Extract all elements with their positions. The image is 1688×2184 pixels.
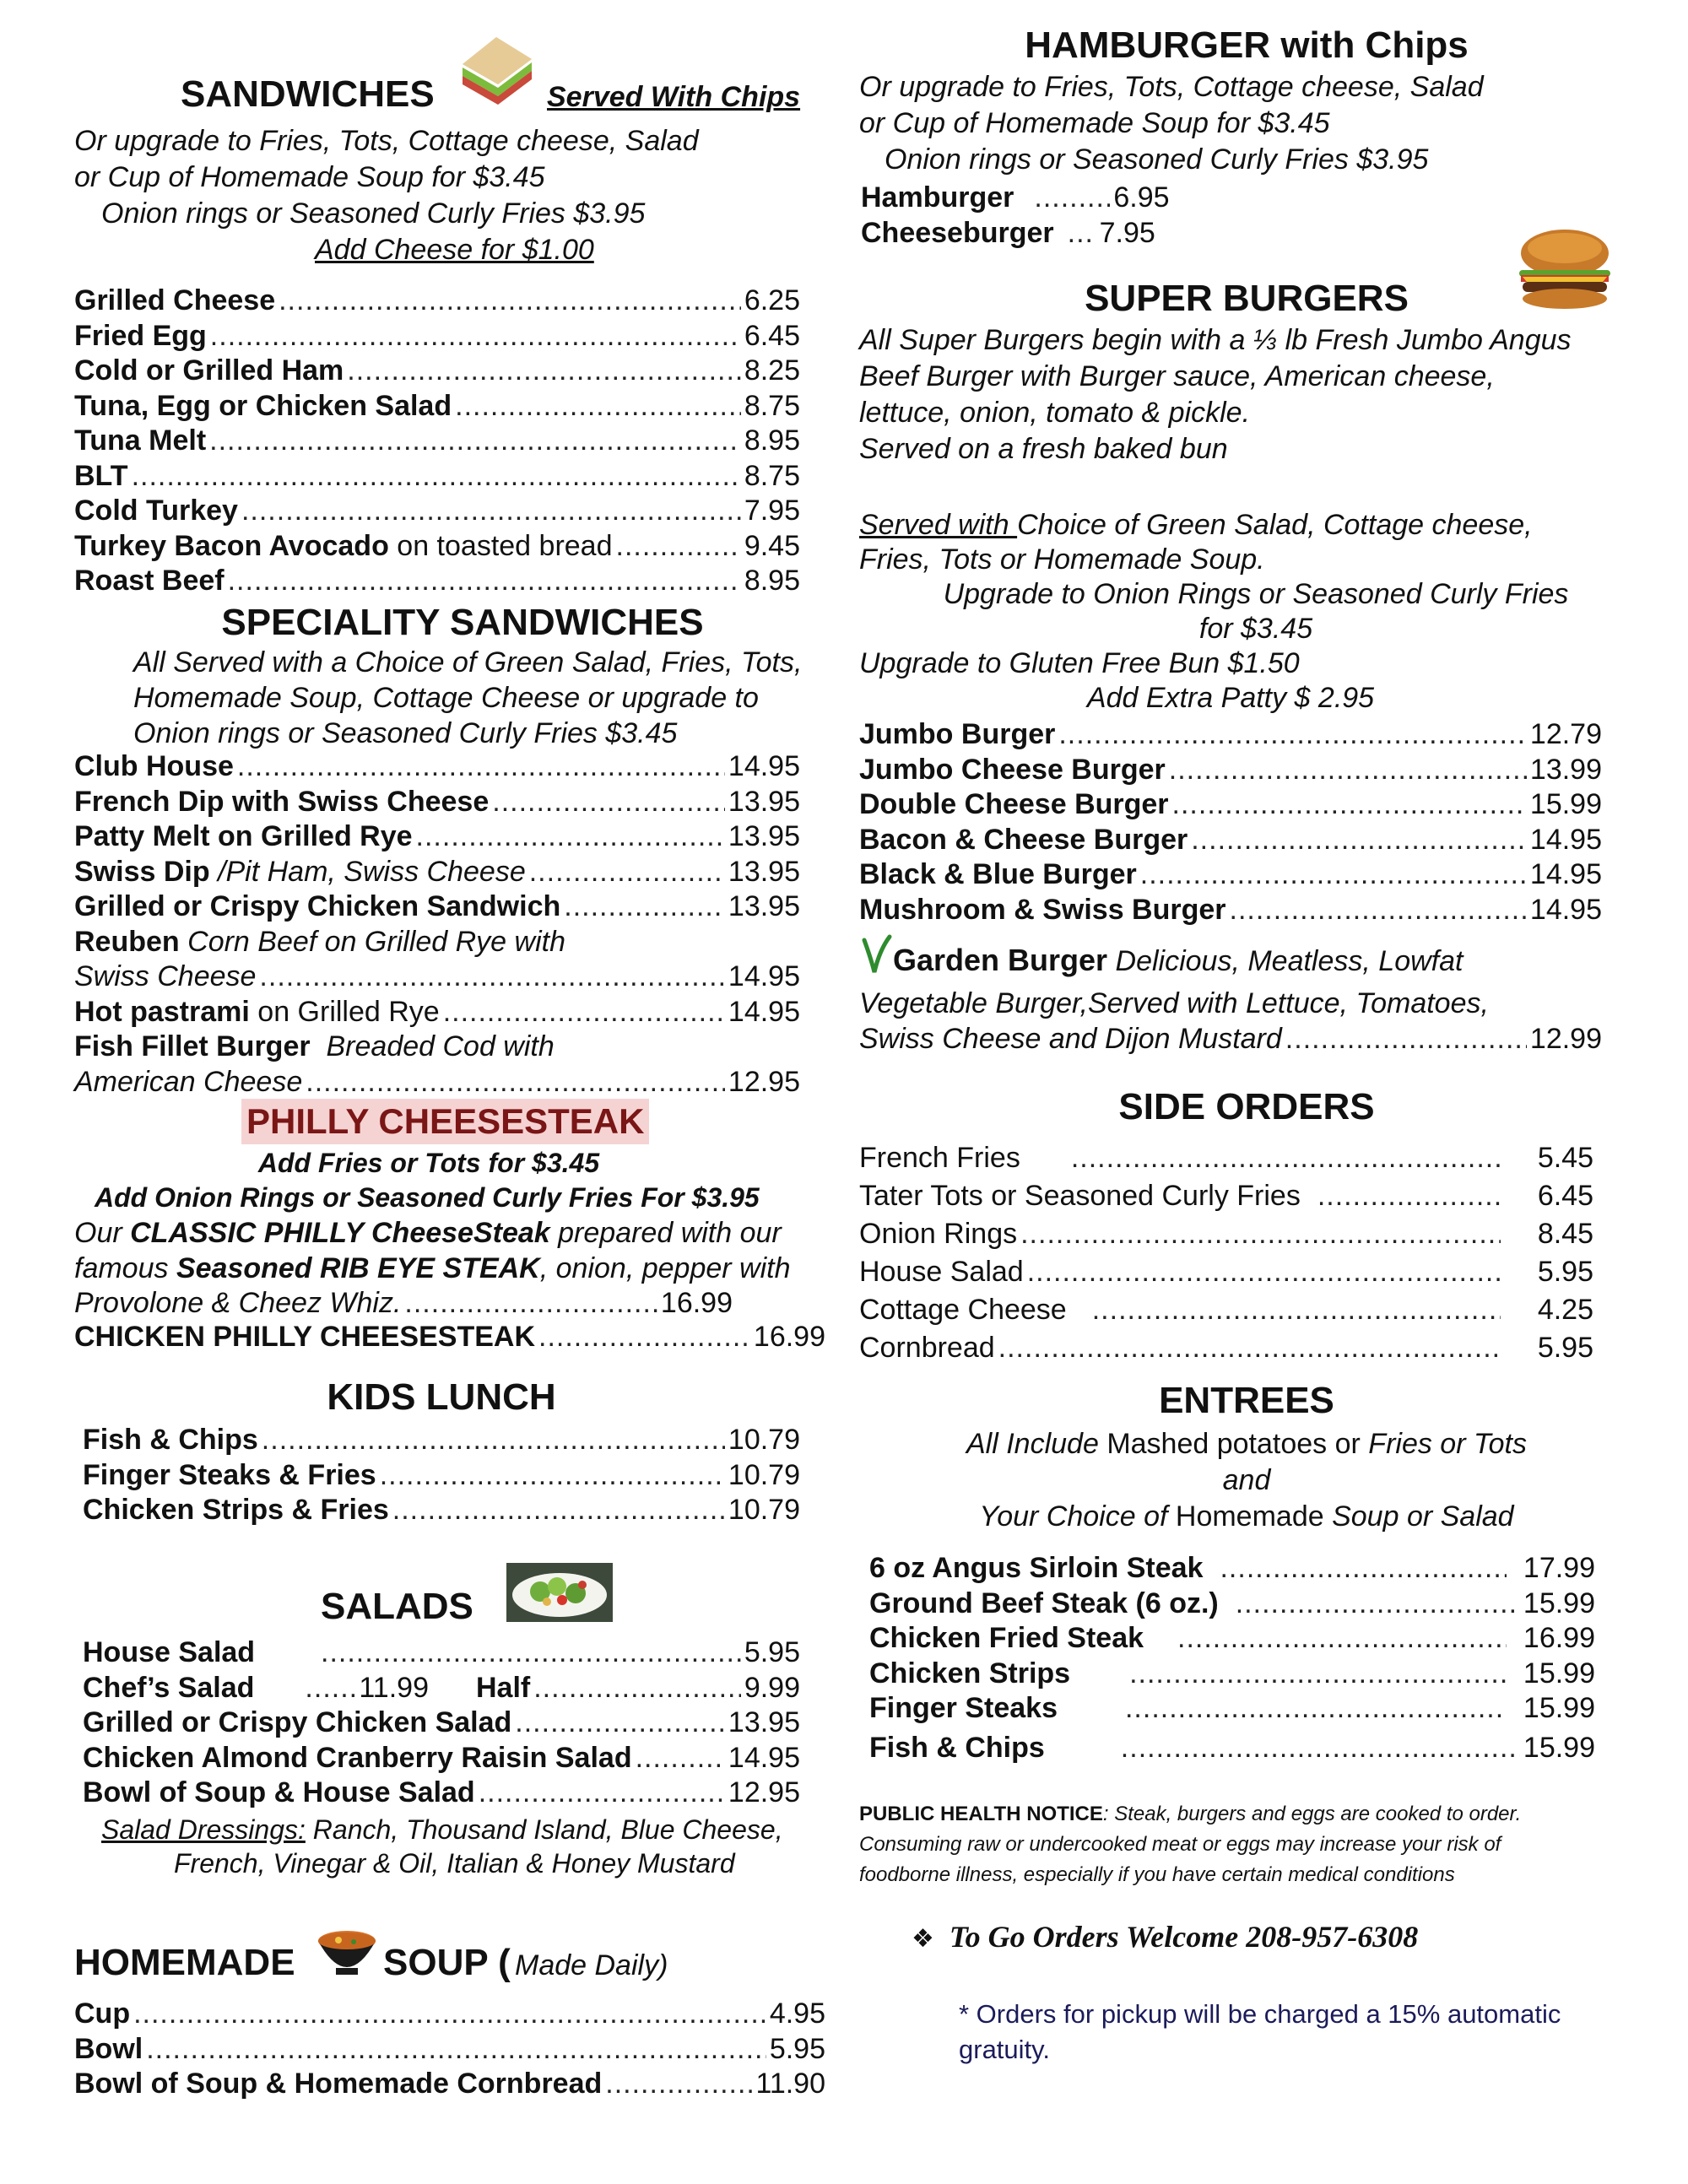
item-price: 12.95	[728, 1776, 800, 1808]
hamburger-upgrade-2: or Cup of Homemade Soup for $3.45	[859, 107, 1330, 139]
menu-item	[74, 889, 800, 925]
hamburger-upgrade-3: Onion rings or Seasoned Curly Fries $3.95	[885, 143, 1429, 176]
item-name: Patty Melt on Grilled Rye	[74, 820, 413, 852]
entrees-desc-1a: All Include	[966, 1428, 1107, 1460]
menu-item-reuben	[74, 925, 800, 960]
super-desc-3: lettuce, onion, tomato & pickle.	[859, 397, 1251, 429]
item-price: 10.79	[728, 1494, 800, 1526]
diamond-bullet-icon: ❖	[912, 1924, 934, 1954]
soup-title-3: Made Daily)	[515, 1949, 668, 1981]
sandwiches-title: SANDWICHES	[181, 73, 435, 115]
menu-item	[83, 1776, 800, 1811]
garden-burger-desc-1: Delicious, Meatless, Lowfat	[1107, 945, 1463, 977]
half-price: 9.99	[744, 1671, 800, 1704]
menu-item	[859, 1329, 1593, 1367]
entrees-desc-1c: Fries or Tots	[1368, 1428, 1527, 1460]
item-price: 7.95	[744, 495, 800, 527]
salad-dressings-label: Salad Dressings:	[101, 1814, 306, 1845]
item-price: 6.25	[744, 284, 800, 316]
item-price: 8.95	[744, 565, 800, 597]
item-name: Cold Turkey	[74, 495, 238, 527]
item-price: 13.99	[1529, 753, 1602, 786]
item-price: 4.95	[769, 1997, 825, 2030]
menu-item	[83, 1706, 800, 1741]
item-name: Chicken Strips	[869, 1657, 1071, 1689]
item-name: Black & Blue Burger	[859, 858, 1137, 890]
speciality-desc-1: All Served with a Choice of Green Salad, Fries, Tots,	[133, 646, 803, 678]
served-with-chips: Served With Chips	[547, 81, 801, 113]
menu-item	[859, 717, 1602, 753]
super-desc-1a: All Super Burgers begin with a ⅓ lb Fresh	[859, 324, 1397, 356]
pickup-gratuity-note	[959, 1997, 1626, 2068]
menu-item	[869, 1551, 1595, 1587]
item-name: Bowl of Soup & Homemade Cornbread	[74, 2068, 603, 2100]
entrees-desc-2a: and	[1222, 1464, 1271, 1496]
menu-item-chef	[83, 1671, 800, 1706]
item-name: Hamburger	[861, 181, 1014, 214]
super-burgers-list	[859, 717, 1602, 927]
item-name: French Fries	[859, 1142, 1020, 1174]
side-orders-list	[859, 1139, 1593, 1367]
notice-line-1	[859, 1799, 1619, 1830]
item-price: 5.45	[1537, 1142, 1593, 1174]
sandwich-icon	[456, 30, 537, 111]
entrees-desc-3c: Soup or Salad	[1332, 1500, 1514, 1533]
item-name: Finger Steaks	[869, 1692, 1058, 1724]
salad-icon	[506, 1563, 613, 1626]
salads-title: SALADS	[321, 1586, 473, 1627]
item-name: Cup	[74, 1997, 131, 2030]
item-desc: Corn Beef on Grilled Rye with	[187, 925, 566, 958]
item-name: 6 oz Angus Sirloin Steak	[869, 1552, 1204, 1584]
item-price: 14.95	[728, 1741, 800, 1774]
super-served-1	[859, 508, 1619, 543]
garden-burger-desc-2: Vegetable Burger,Served with Lettuce, Tomatoes,	[859, 987, 1489, 1019]
menu-item	[859, 1177, 1593, 1215]
item-price: 12.79	[1529, 718, 1602, 750]
item-name: Grilled Cheese	[74, 284, 276, 316]
item-name: Hot pastrami	[74, 995, 250, 1028]
philly-add-2: Add Onion Rings or Seasoned Curly Fries For $3.95	[95, 1182, 760, 1213]
menu-item	[74, 494, 800, 529]
item-price: 13.95	[728, 785, 800, 818]
item-price: 7.95	[1099, 216, 1155, 249]
philly-desc-1a: Our	[74, 1217, 131, 1249]
item-name: Bowl	[74, 2032, 143, 2065]
notice-label: PUBLIC HEALTH NOTICE	[859, 1803, 1103, 1825]
garden-burger-line-3	[859, 1021, 1602, 1057]
menu-item	[74, 819, 800, 855]
menu-item	[74, 855, 800, 890]
item-price: 13.95	[728, 820, 800, 852]
menu-item	[861, 181, 1367, 216]
to-go-text: To Go Orders Welcome 208-957-6308	[949, 1920, 1419, 1954]
menu-item	[74, 459, 800, 495]
item-price: 13.95	[728, 855, 800, 888]
menu-item	[869, 1587, 1595, 1622]
notice-text-3: foodborne illness, especially if you have certain medical conditions	[859, 1863, 1455, 1886]
item-desc: on toasted bread	[397, 529, 613, 562]
item-name: Chef’s Salad	[83, 1671, 255, 1704]
item-price: 10.79	[728, 1424, 800, 1456]
item-desc: /Pit Ham, Swiss Cheese	[218, 855, 526, 888]
item-name: Club House	[74, 750, 234, 782]
item-price: 8.25	[744, 354, 800, 387]
philly-desc-2b: Seasoned RIB EYE STEAK	[176, 1252, 540, 1284]
item-price: 16.99	[753, 1321, 825, 1353]
menu-item	[869, 1691, 1595, 1727]
philly-desc-1c: prepared with our	[549, 1217, 782, 1249]
super-extra-patty: Add Extra Patty $ 2.95	[1086, 682, 1375, 714]
menu-item	[859, 893, 1602, 928]
speciality-list	[74, 749, 800, 1100]
item-price: 9.45	[744, 529, 800, 562]
item-name: Chicken Strips & Fries	[83, 1494, 389, 1526]
item-price: 10.79	[728, 1458, 800, 1491]
menu-item	[859, 1139, 1593, 1177]
item-name: Fish & Chips	[869, 1731, 1045, 1764]
salad-dressings-text-1: Ranch, Thousand Island, Blue Cheese,	[305, 1814, 783, 1845]
philly-desc-2a: famous	[74, 1252, 176, 1284]
item-name: Cornbread	[859, 1332, 995, 1364]
salad-dressings-1	[74, 1813, 851, 1846]
item-name: French Dip with Swiss Cheese	[74, 785, 490, 818]
super-upgrade-2: for $3.45	[1198, 613, 1313, 645]
item-name: Bacon & Cheese Burger	[859, 823, 1188, 856]
item-name: Mushroom & Swiss Burger	[859, 893, 1226, 926]
add-cheese-note: Add Cheese for $1.00	[315, 234, 594, 266]
sandwiches-upgrade-1: Or upgrade to Fries, Tots, Cottage cheese, Salad	[74, 125, 699, 157]
super-served-2: Fries, Tots or Homemade Soup.	[859, 543, 1265, 576]
item-price: 12.99	[1529, 1023, 1602, 1055]
notice-line-2	[859, 1830, 1619, 1860]
notice-line-3	[859, 1860, 1619, 1890]
menu-item	[859, 1215, 1593, 1253]
item-desc: on Grilled Rye	[257, 995, 440, 1028]
item-desc: Provolone & Cheez Whiz.	[74, 1287, 402, 1319]
item-desc: Breaded Cod with	[326, 1030, 555, 1062]
item-price: 14.95	[728, 750, 800, 782]
super-desc-2: Beef Burger with Burger sauce, American cheese,	[859, 360, 1495, 392]
menu-item	[83, 1493, 800, 1528]
item-name: Fried Egg	[74, 319, 207, 352]
item-price: 17.99	[1523, 1552, 1595, 1584]
hamburger-upgrade-1: Or upgrade to Fries, Tots, Cottage cheese, Salad	[859, 71, 1484, 103]
menu-item	[83, 1458, 800, 1494]
menu-item-reuben-2	[74, 960, 800, 995]
item-price: 15.99	[1529, 788, 1602, 820]
menu-item	[74, 389, 800, 424]
menu-item	[74, 749, 800, 785]
item-price: 13.95	[728, 890, 800, 922]
menu-item-fish-2	[74, 1065, 800, 1100]
speciality-desc-2: Homemade Soup, Cottage Cheese or upgrade to	[133, 682, 759, 714]
menu-item	[74, 2067, 825, 2102]
item-price: 16.99	[660, 1287, 733, 1319]
item-name: Cottage Cheese	[859, 1294, 1067, 1326]
entrees-desc-2	[854, 1462, 1639, 1499]
super-desc-1	[859, 322, 1619, 359]
menu-item	[859, 1291, 1593, 1329]
menu-item	[74, 284, 800, 319]
menu-item	[83, 1423, 800, 1458]
hamburger-title: HAMBURGER with Chips	[1025, 24, 1469, 66]
philly-add-1: Add Fries or Tots for $3.45	[257, 1148, 600, 1178]
half-label: Half	[475, 1671, 531, 1704]
item-name: Ground Beef Steak (6 oz.)	[869, 1587, 1219, 1619]
item-price: 6.45	[1537, 1180, 1593, 1212]
salads-list	[83, 1635, 800, 1811]
menu-item	[859, 823, 1602, 858]
item-name: CHICKEN PHILLY CHEESESTEAK	[74, 1321, 535, 1353]
item-name: Turkey Bacon Avocado	[74, 529, 389, 562]
item-price: 15.99	[1523, 1731, 1595, 1764]
notice-text-2: Consuming raw or undercooked meat or eggs may increase your risk of	[859, 1833, 1501, 1856]
item-name: Finger Steaks & Fries	[83, 1458, 376, 1491]
kids-list	[83, 1423, 800, 1528]
item-name: BLT	[74, 459, 128, 492]
item-name: Cheeseburger	[861, 216, 1054, 249]
sandwiches-upgrade-3: Onion rings or Seasoned Curly Fries $3.95	[101, 197, 646, 230]
philly-desc-2c: , onion, pepper with	[539, 1252, 791, 1284]
menu-item	[83, 1741, 800, 1776]
item-name: Tuna, Egg or Chicken Salad	[74, 389, 452, 422]
menu-item	[74, 785, 800, 820]
menu-item	[859, 787, 1602, 823]
philly-classic	[74, 1286, 733, 1322]
item-desc: Swiss Cheese	[74, 960, 257, 992]
entrees-desc-1	[854, 1426, 1639, 1462]
soup-title-2: SOUP (	[383, 1942, 511, 1983]
item-price: 12.95	[728, 1065, 800, 1098]
sandwiches-header	[74, 30, 851, 115]
menu-item	[869, 1727, 1595, 1769]
philly-title	[241, 1099, 649, 1144]
item-name: Tuna Melt	[74, 424, 207, 457]
item-name: Fish & Chips	[83, 1424, 258, 1456]
soup-title-1: HOMEMADE	[74, 1942, 295, 1983]
sandwiches-list	[74, 284, 800, 599]
menu-item	[859, 1253, 1593, 1291]
item-desc: American Cheese	[74, 1065, 303, 1098]
item-name: Grilled or Crispy Chicken Salad	[83, 1706, 512, 1738]
item-price: 5.95	[769, 2032, 825, 2065]
item-name: Bowl of Soup & House Salad	[83, 1776, 475, 1808]
item-price: 14.95	[728, 995, 800, 1028]
menu-item	[74, 564, 800, 599]
item-price: 14.95	[1529, 858, 1602, 890]
item-name: Roast Beef	[74, 565, 225, 597]
item-name: Swiss Dip	[74, 855, 210, 888]
item-price: 15.99	[1523, 1587, 1595, 1619]
item-price: 15.99	[1523, 1657, 1595, 1689]
soup-header	[74, 1926, 851, 1993]
menu-item	[74, 529, 800, 565]
super-served-label: Served with	[859, 509, 1018, 541]
super-desc-4: Served on a fresh baked bun	[859, 433, 1228, 465]
garden-burger	[859, 933, 1602, 986]
entrees-title: ENTREES	[1159, 1380, 1334, 1421]
item-price: 14.95	[1529, 823, 1602, 856]
item-name: Chicken Almond Cranberry Raisin Salad	[83, 1741, 632, 1774]
pickup-note-2: gratuity.	[959, 2035, 1050, 2064]
menu-item	[74, 354, 800, 389]
menu-item	[83, 1635, 800, 1671]
menu-item-fish	[74, 1030, 800, 1065]
item-price: 11.99	[359, 1671, 429, 1704]
super-gluten-free: Upgrade to Gluten Free Bun $1.50	[859, 647, 1300, 679]
item-price: 8.75	[744, 389, 800, 422]
item-price: 14.95	[728, 960, 800, 992]
menu-item	[74, 2032, 825, 2068]
item-price: 6.45	[744, 319, 800, 352]
item-price: 5.95	[1537, 1256, 1593, 1288]
item-name: Onion Rings	[859, 1218, 1018, 1250]
public-health-notice	[859, 1799, 1619, 1890]
notice-text-1: : Steak, burgers and eggs are cooked to order.	[1102, 1803, 1522, 1825]
super-served-text: Choice of Green Salad, Cottage cheese,	[1017, 509, 1533, 541]
item-name: Chicken Fried Steak	[869, 1622, 1144, 1654]
super-desc-1b: Jumbo Angus	[1396, 324, 1572, 356]
item-name: Double Cheese Burger	[859, 788, 1169, 820]
philly-title-text: PHILLY CHEESESTEAK	[246, 1101, 645, 1141]
soup-list	[74, 1997, 825, 2102]
chicken-philly	[74, 1320, 825, 1355]
menu-item	[74, 319, 800, 354]
pickup-note-1: * Orders for pickup will be charged a 15% automatic	[959, 1999, 1561, 2029]
entrees-list	[869, 1551, 1595, 1769]
item-price: 6.95	[1113, 181, 1170, 214]
menu-item	[859, 753, 1602, 788]
vegetarian-leaf-icon	[859, 933, 893, 986]
item-name: Grilled or Crispy Chicken Sandwich	[74, 890, 561, 922]
super-upgrade-1: Upgrade to Onion Rings or Seasoned Curly Fries	[943, 578, 1569, 610]
item-name: Fish Fillet Burger	[74, 1030, 311, 1062]
philly-desc-1	[74, 1215, 851, 1251]
philly-desc-2	[74, 1251, 851, 1286]
menu-item	[74, 995, 800, 1030]
menu-item	[74, 424, 800, 459]
menu-item	[869, 1621, 1595, 1657]
soup-bowl-icon	[316, 1926, 378, 1984]
item-price: 13.95	[728, 1706, 800, 1738]
sandwiches-upgrade-2: or Cup of Homemade Soup for $3.45	[74, 161, 545, 193]
speciality-title: SPECIALITY SANDWICHES	[221, 602, 704, 643]
item-price: 4.25	[1537, 1294, 1593, 1326]
item-price: 15.99	[1523, 1692, 1595, 1724]
entrees-desc-3b: Homemade	[1175, 1500, 1333, 1533]
item-desc: Swiss Cheese and Dijon Mustard	[859, 1023, 1282, 1055]
entrees-desc-3a: Your Choice of	[979, 1500, 1176, 1533]
item-price: 14.95	[1529, 893, 1602, 926]
item-name: House Salad	[859, 1256, 1024, 1288]
entrees-desc-1b: Mashed potatoes or	[1106, 1428, 1369, 1460]
item-price: 16.99	[1523, 1622, 1595, 1654]
kids-title: KIDS LUNCH	[327, 1376, 556, 1418]
menu-item	[861, 216, 1367, 251]
philly-desc-1b: CLASSIC PHILLY CheeseSteak	[130, 1217, 550, 1249]
item-name: Jumbo Burger	[859, 718, 1056, 750]
menu-item	[859, 857, 1602, 893]
item-price: 11.90	[755, 2068, 825, 2100]
entrees-desc-3	[854, 1499, 1639, 1535]
item-name: Jumbo Cheese Burger	[859, 753, 1166, 786]
item-price: 5.95	[1537, 1332, 1593, 1364]
item-price: 8.95	[744, 424, 800, 457]
super-burgers-title: SUPER BURGERS	[1085, 278, 1409, 319]
item-price: 8.45	[1537, 1218, 1593, 1250]
salad-dressings-2: French, Vinegar & Oil, Italian & Honey Mustard	[174, 1848, 735, 1879]
item-name: House Salad	[83, 1636, 256, 1668]
item-price: 5.95	[744, 1636, 800, 1668]
garden-burger-name: Garden Burger	[893, 943, 1108, 977]
menu-item	[74, 1997, 825, 2032]
side-orders-title: SIDE ORDERS	[1118, 1086, 1375, 1127]
to-go-orders	[912, 1917, 1620, 1959]
speciality-desc-3: Onion rings or Seasoned Curly Fries $3.45	[133, 717, 678, 749]
item-price: 8.75	[744, 459, 800, 492]
item-name: Tater Tots or Seasoned Curly Fries	[859, 1180, 1301, 1212]
item-name: Reuben	[74, 925, 180, 958]
menu-item	[869, 1657, 1595, 1692]
item-name: Cold or Grilled Ham	[74, 354, 344, 387]
